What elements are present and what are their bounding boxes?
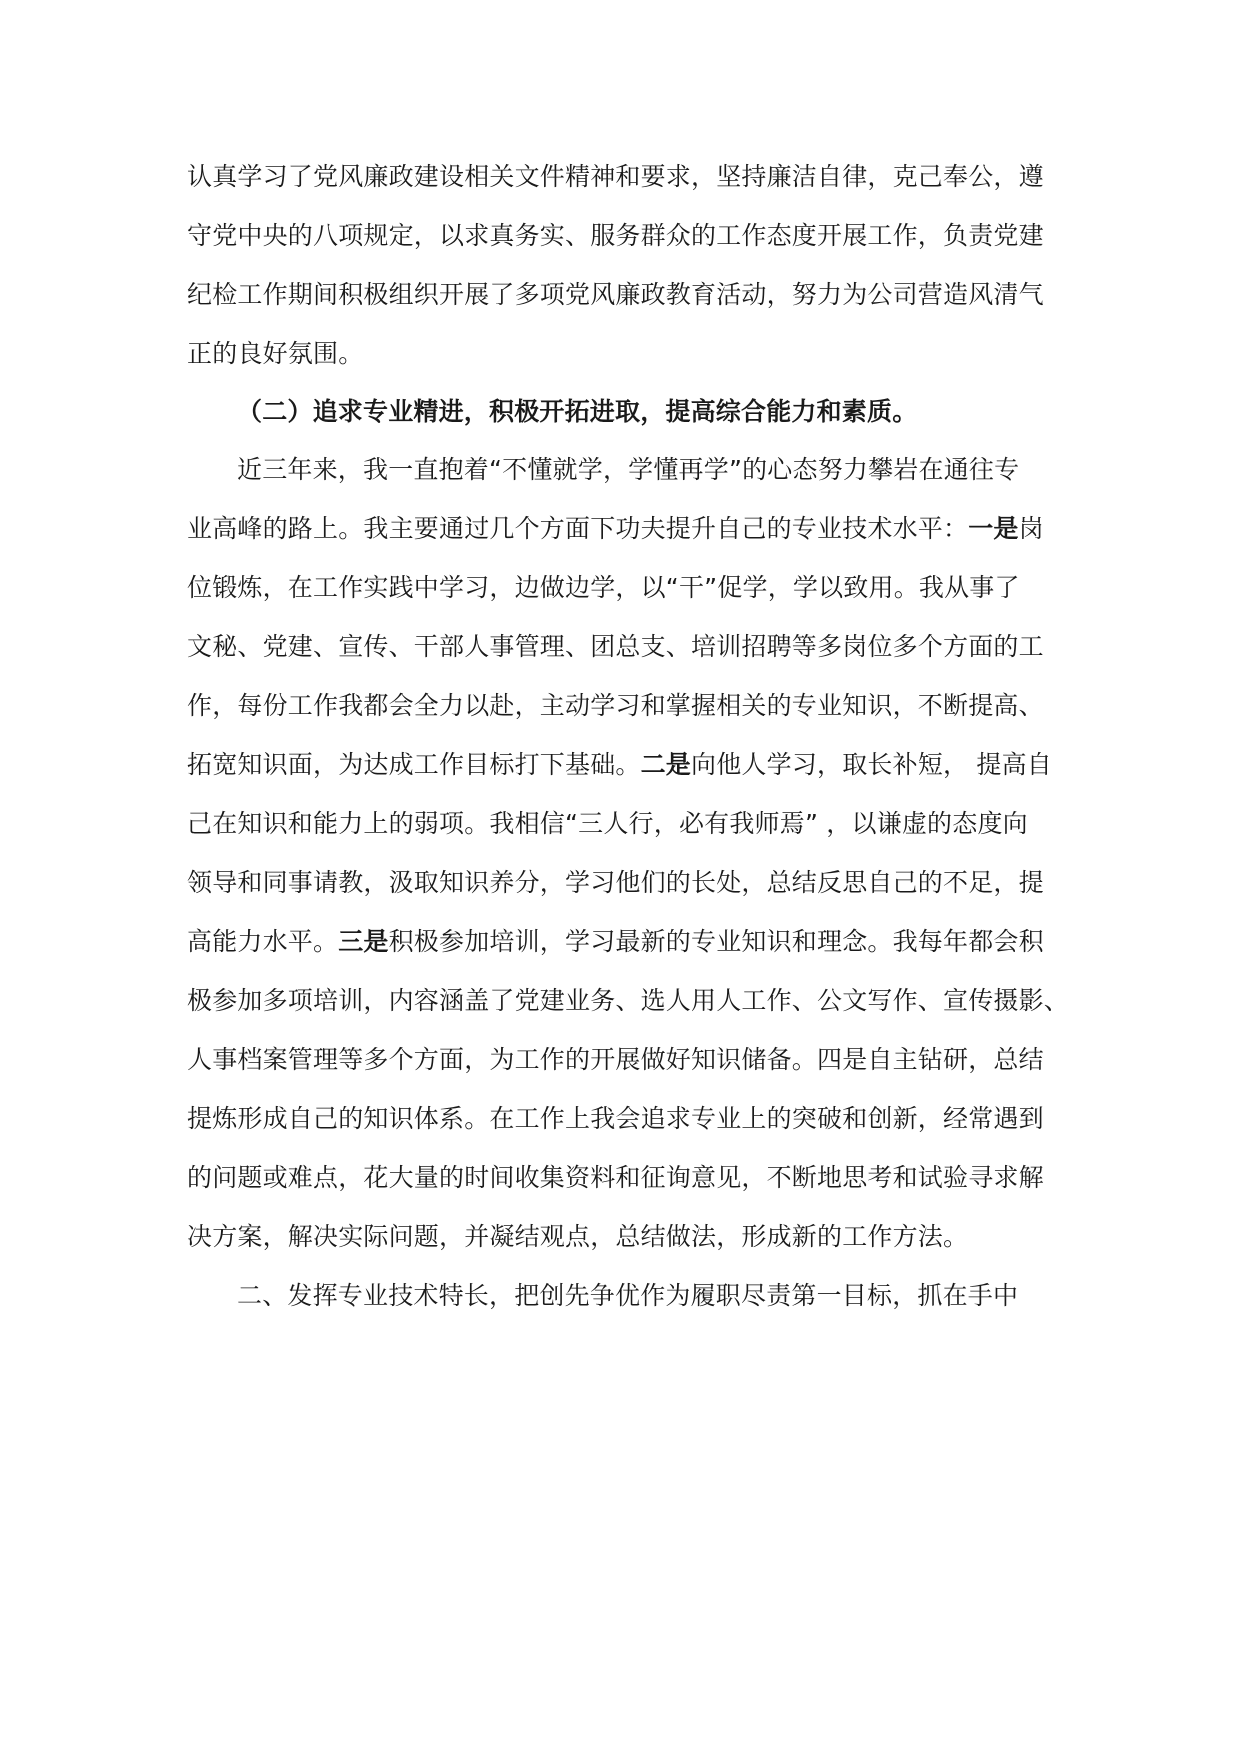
paragraph-line: 守党中央的八项规定，以求真务实、服务群众的工作态度开展工作，负责党建 (187, 221, 1044, 250)
paragraph-line: 正的良好氛围。 (187, 339, 364, 368)
line-text: 积极参加培训，学习最新的专业知识和理念。我每年都会积 (388, 927, 1044, 956)
emphasis-text: 二是 (640, 750, 692, 779)
paragraph-line: 文秘、党建、宣传、干部人事管理、团总支、培训招聘等多岗位多个方面的工 (187, 632, 1044, 661)
paragraph-line: 纪检工作期间积极组织开展了多项党风廉政教育活动，努力为公司营造风清气 (187, 280, 1044, 309)
paragraph-line: 位锻炼，在工作实践中学习，边做边学，以“干”促学，学以致用。我从事了 (187, 573, 1020, 602)
emphasis-text: 一是 (968, 514, 1019, 543)
paragraph-line: 作，每份工作我都会全力以赴，主动学习和掌握相关的专业知识，不断提高、 (187, 691, 1044, 720)
paragraph-line (187, 925, 1067, 959)
paragraph-line (187, 748, 1067, 782)
line-text: 拓宽知识面，为达成工作目标打下基础。 (187, 750, 641, 779)
section-heading: 二、发挥专业技术特长，把创先争优作为履职尽责第一目标，抓在手中 (237, 1281, 1019, 1310)
paragraph-line (187, 512, 1067, 546)
line-text: 高能力水平。 (187, 927, 339, 956)
line-text: 向他人学习，取长补短， 提高自 (691, 750, 1052, 779)
line-text: 岗 (1018, 514, 1044, 543)
paragraph-line: 人事档案管理等多个方面，为工作的开展做好知识储备。四是自主钻研，总结 (187, 1045, 1044, 1074)
paragraph-line: 决方案，解决实际问题，并凝结观点，总结做法，形成新的工作方法。 (187, 1222, 969, 1251)
paragraph-line: 领导和同事请教，汲取知识养分，学习他们的长处，总结反思自己的不足，提 (187, 868, 1044, 897)
paragraph-line: 己在知识和能力上的弱项。我相信“三人行，必有我师焉” ，以谦虚的态度向 (187, 809, 1028, 838)
paragraph-line: 认真学习了党风廉政建设相关文件精神和要求，坚持廉洁自律，克己奉公，遵 (187, 162, 1044, 191)
paragraph-line: 的问题或难点，花大量的时间收集资料和征询意见，不断地思考和试验寻求解 (187, 1163, 1044, 1192)
paragraph-line: 近三年来，我一直抱着“不懂就学，学懂再学”的心态努力攀岩在通往专 (237, 455, 1020, 484)
emphasis-text: 三是 (338, 927, 389, 956)
paragraph-line: 极参加多项培训，内容涵盖了党建业务、选人用人工作、公文写作、宣传摄影、 (187, 986, 1070, 1015)
section-heading: （二）追求专业精进，积极开拓进取，提高综合能力和素质。 (237, 397, 918, 426)
line-text: 业高峰的路上。我主要通过几个方面下功夫提升自己的专业技术水平： (187, 514, 969, 543)
paragraph-line: 提炼形成自己的知识体系。在工作上我会追求专业上的突破和创新，经常遇到 (187, 1104, 1044, 1133)
